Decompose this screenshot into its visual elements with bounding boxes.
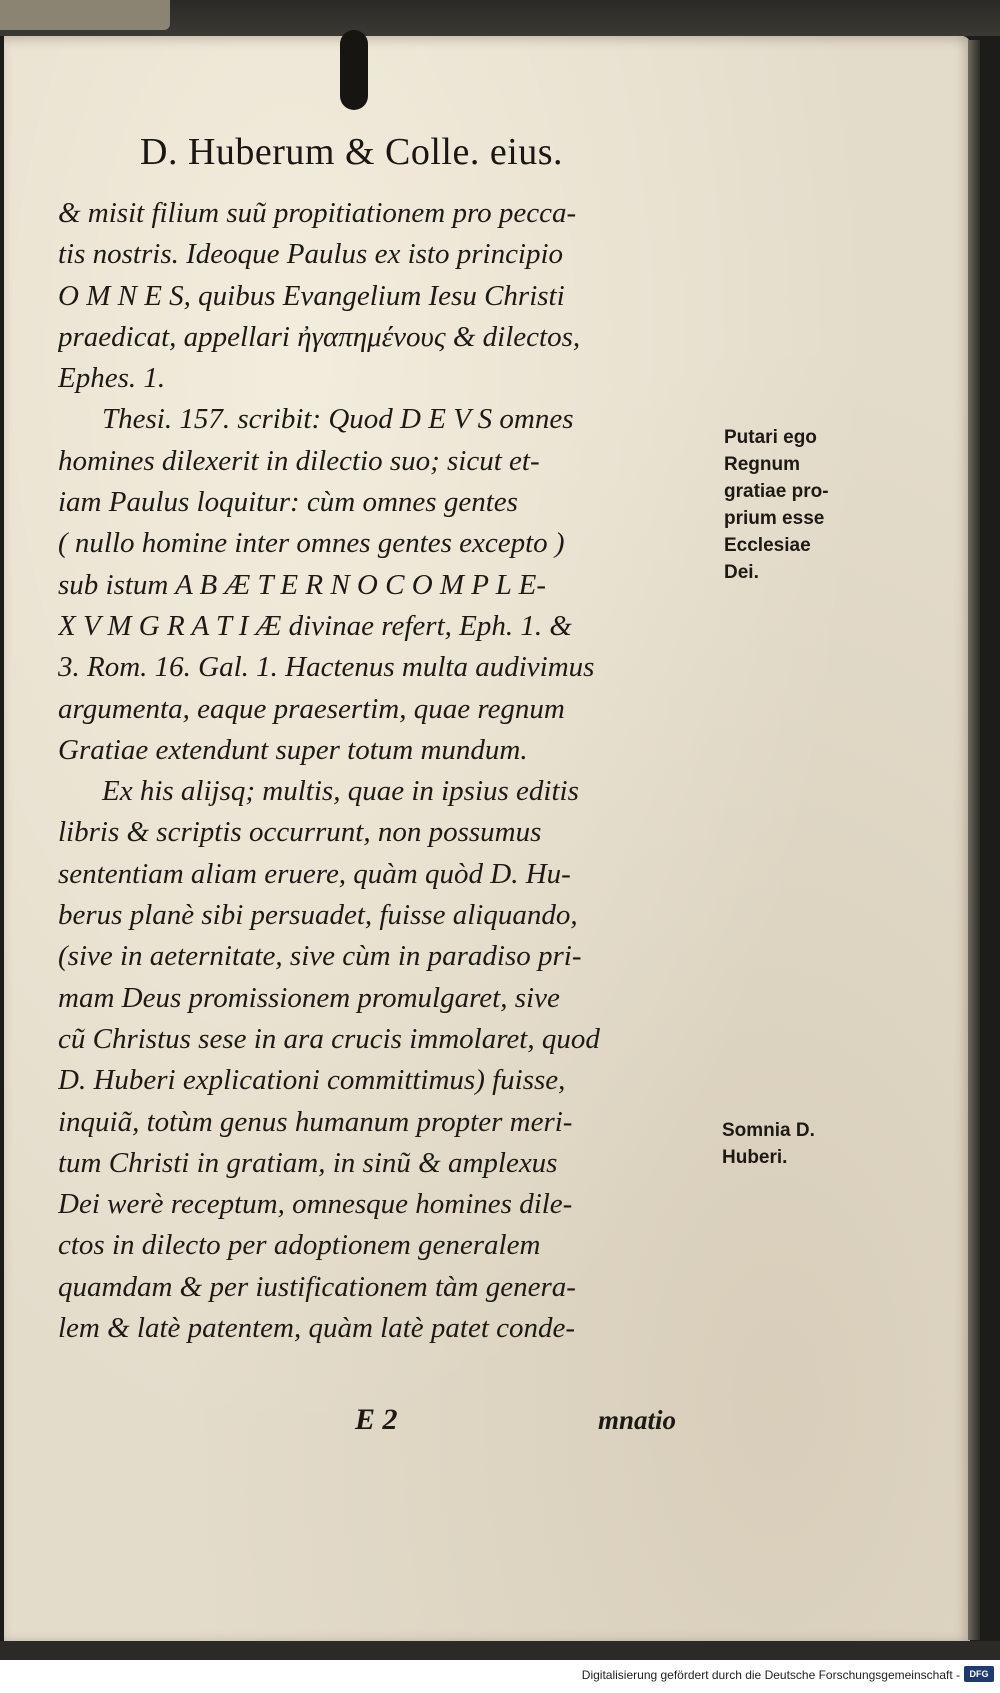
text-line: lem & latè patentem, quàm latè patet conde- — [58, 1312, 576, 1345]
margin-note-line: prium esse — [724, 508, 825, 529]
text-line: Ephes. 1. — [58, 362, 166, 395]
margin-note-somnia — [722, 1117, 815, 1171]
margin-note-line: Huberi. — [722, 1147, 788, 1168]
margin-note-line: Somnia D. — [722, 1120, 815, 1141]
running-head: D. Huberum & Colle. eius. — [140, 131, 564, 173]
text-line: mam Deus promissionem promulgaret, sive — [58, 981, 560, 1014]
scan-flap — [0, 0, 170, 30]
text-line: (sive in aeternitate, sive cùm in paradiso pri- — [58, 940, 582, 973]
margin-note-line: gratiae pro- — [724, 481, 829, 502]
text-line: Thesi. 157. scribit: Quod D E V S omnes — [102, 403, 574, 436]
text-line: inquiã, totùm genus humanum propter meri- — [58, 1105, 573, 1138]
text-line: sententiam aliam eruere, quàm quòd D. Hu- — [58, 857, 571, 890]
footer-bar — [0, 1660, 1000, 1693]
text-line: ( nullo homine inter omnes gentes excepto ) — [58, 527, 565, 560]
margin-note-line: Putari ego — [724, 427, 817, 448]
body-text — [58, 193, 728, 1349]
scan-bottom-background — [0, 1641, 1000, 1660]
text-line: tum Christi in gratiam, in sinũ & amplexus — [58, 1146, 558, 1179]
text-line: berus planè sibi persuadet, fuisse aliquando, — [58, 899, 578, 932]
text-line: iam Paulus loquitur: cùm omnes gentes — [58, 486, 518, 519]
text-line: Dei werè receptum, omnesque homines dile- — [58, 1188, 573, 1221]
text-line: argumenta, eaque praesertim, quae regnum — [58, 692, 565, 725]
text-line: ctos in dilecto per adoptionem generalem — [58, 1229, 541, 1262]
text-line: X V M G R A T I Æ divinae refert, Eph. 1. & — [58, 609, 572, 642]
text-line: homines dilexerit in dilectio suo; sicut et- — [58, 444, 540, 477]
binding-tab — [340, 30, 368, 110]
dfg-logo: DFG — [964, 1666, 994, 1682]
text-line: D. Huberi explicationi committimus) fuisse, — [58, 1064, 566, 1097]
text-line: Ex his alijsq; multis, quae in ipsius editis — [102, 775, 579, 808]
page-edge-shadow — [968, 40, 980, 1640]
footer-credit: Digitalisierung gefördert durch die Deutsche Forschungsgemeinschaft - — [581, 1668, 960, 1682]
catchword: mnatio — [598, 1405, 677, 1435]
margin-note-putari — [724, 424, 829, 586]
text-line: libris & scriptis occurrunt, non possumus — [58, 816, 542, 849]
signature-mark: E 2 — [355, 1403, 398, 1436]
text-line: quamdam & per iustificationem tàm genera- — [58, 1270, 576, 1303]
text-line: Gratiae extendunt super totum mundum. — [58, 733, 528, 766]
text-line: & misit filium suũ propitiationem pro pecca- — [58, 197, 577, 229]
text-line: praedicat, appellari ἠγαπημένους & dilectos, — [58, 320, 581, 353]
text-line: sub istum A B Æ T E R N O C O M P L E- — [58, 568, 546, 601]
text-line: tis nostris. Ideoque Paulus ex isto principio — [58, 238, 564, 271]
text-line: O M N E S, quibus Evangelium Iesu Christi — [58, 279, 565, 312]
margin-note-line: Dei. — [724, 562, 759, 583]
margin-note-line: Regnum — [724, 454, 800, 475]
text-line: 3. Rom. 16. Gal. 1. Hactenus multa audivimus — [58, 651, 595, 684]
text-line: cũ Christus sese in ara crucis immolaret, quod — [58, 1022, 600, 1055]
scan-top-strip — [0, 0, 1000, 36]
margin-note-line: Ecclesiae — [724, 535, 811, 556]
